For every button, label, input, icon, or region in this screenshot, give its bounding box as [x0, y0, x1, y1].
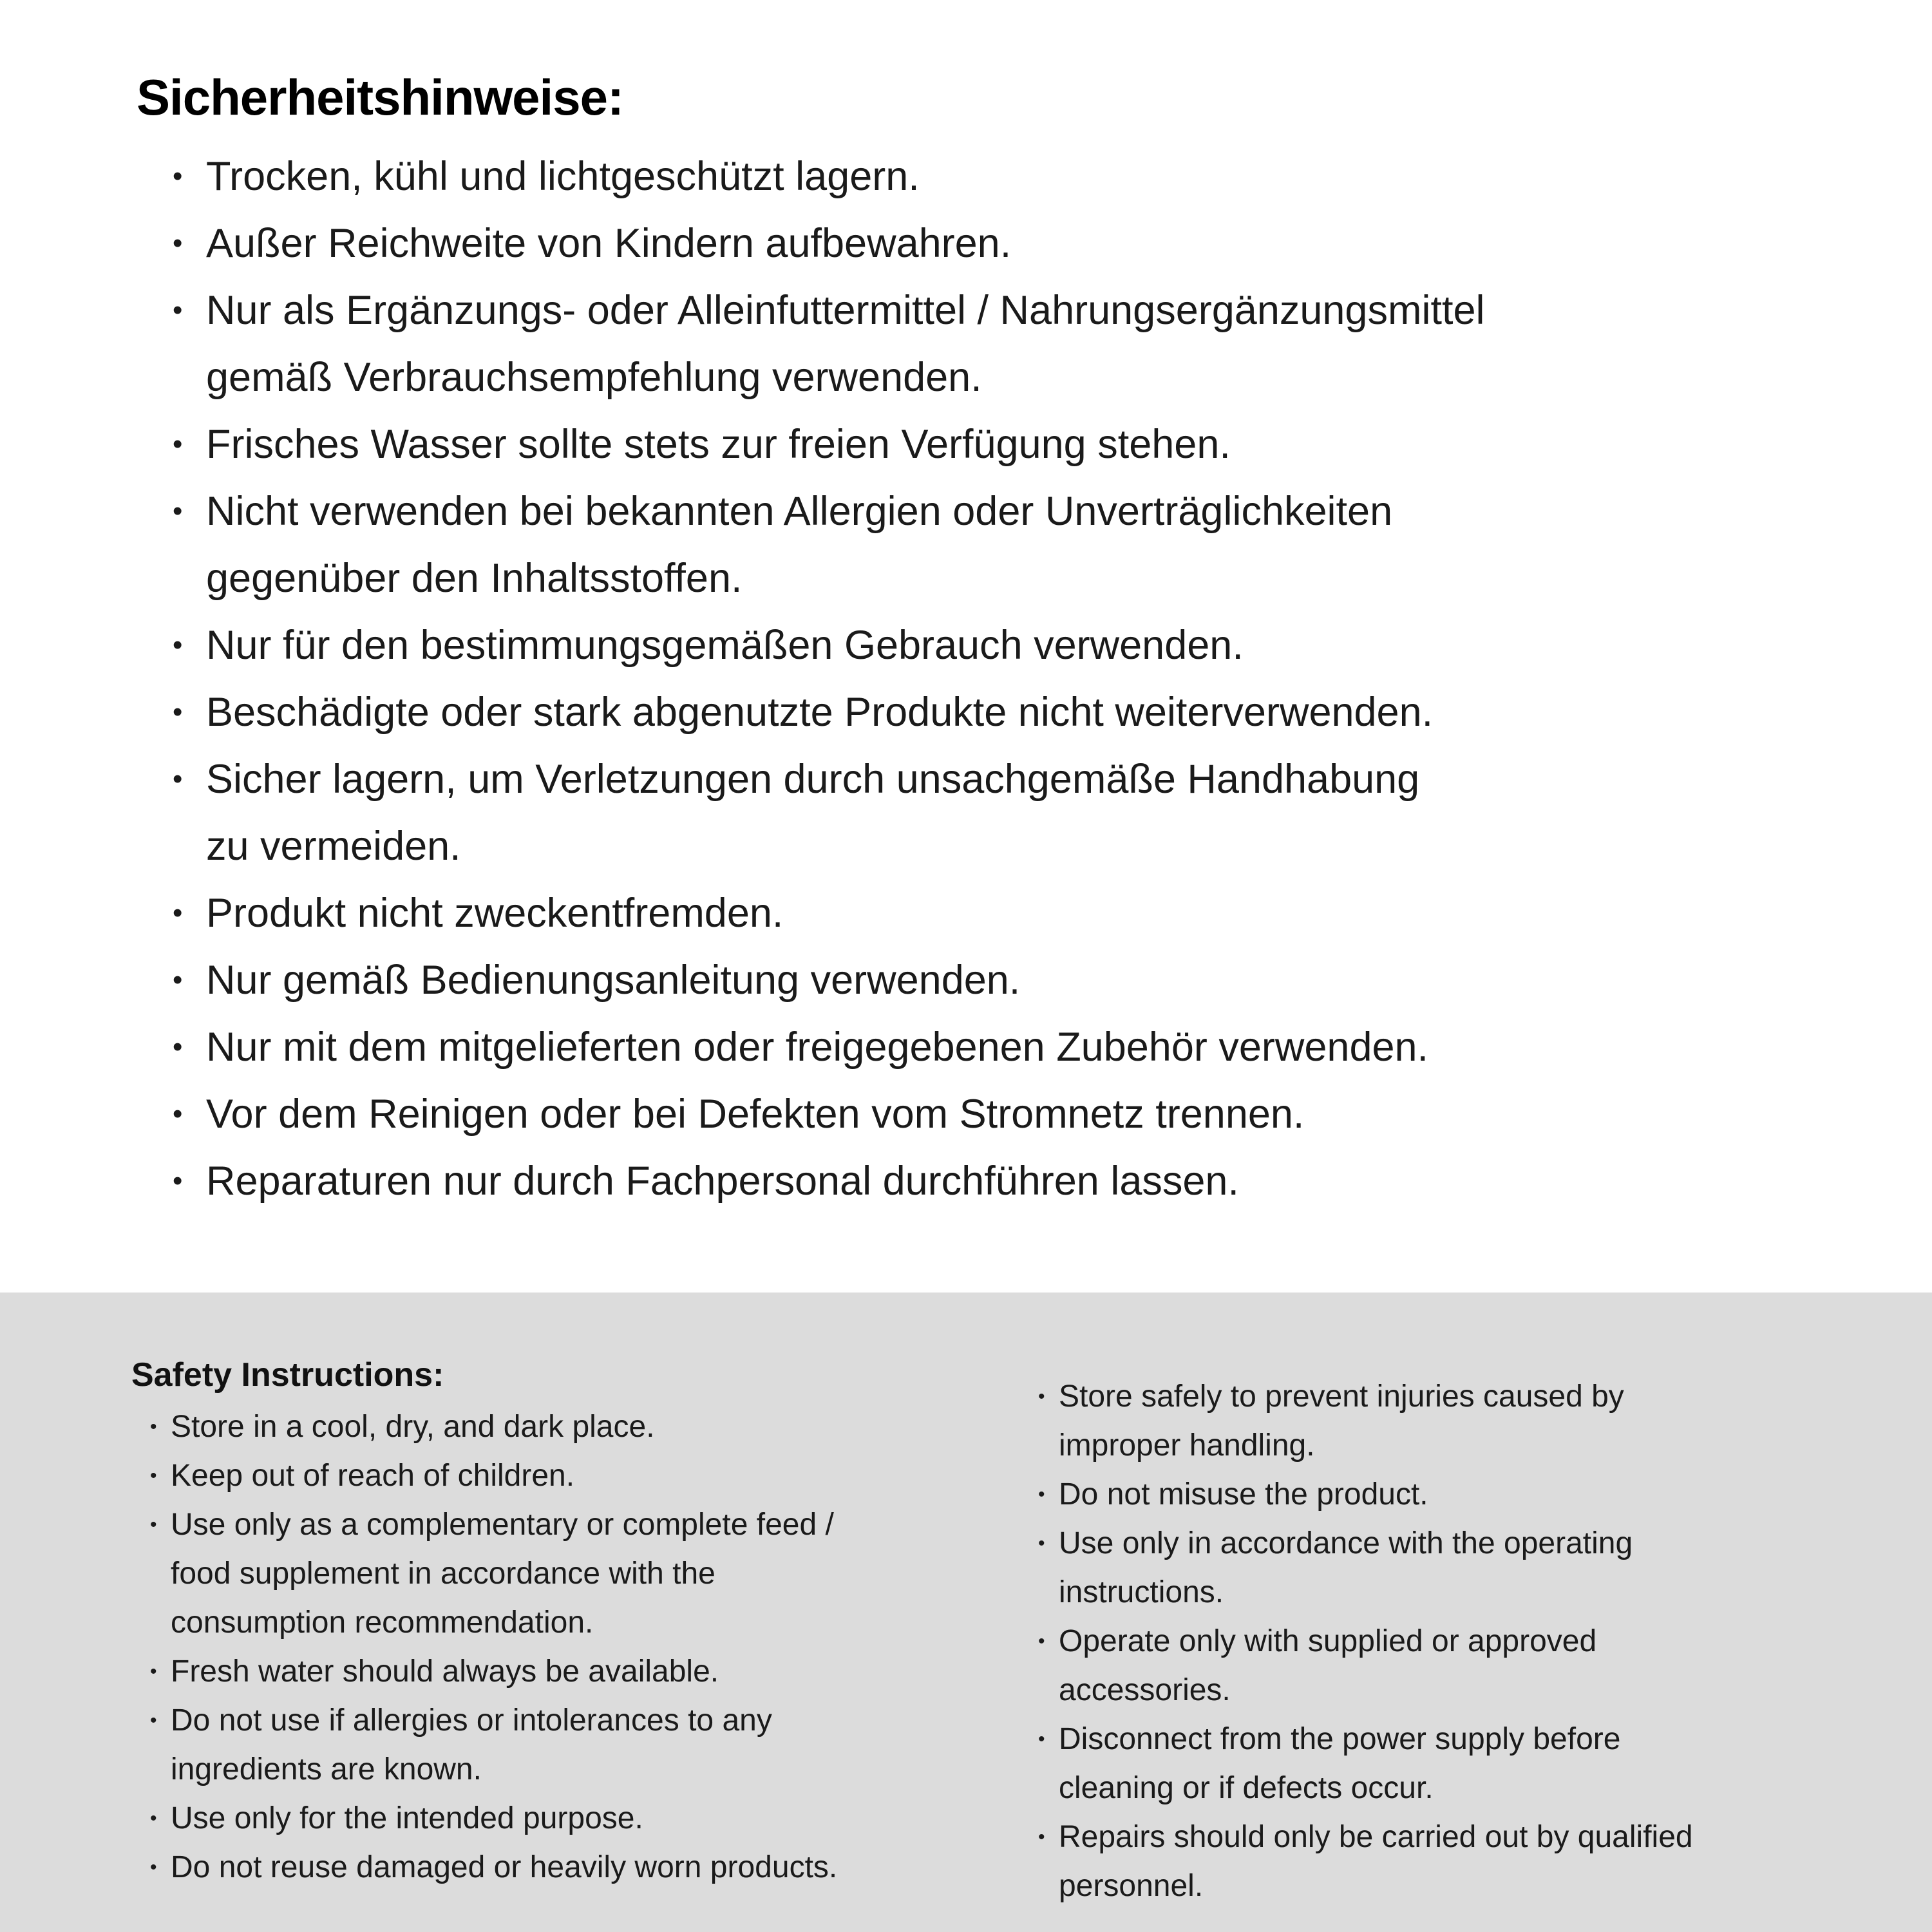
- list-item: [173, 1014, 1873, 1081]
- list-item: [150, 1843, 1032, 1892]
- list-item-text: Trocken, kühl und lichtgeschützt lagern.: [206, 154, 920, 199]
- bullet-icon: •: [1038, 1826, 1045, 1848]
- list-item: [150, 1403, 1032, 1452]
- list-item-text: Operate only with supplied or approved accessories.: [1059, 1624, 1597, 1707]
- list-item: [173, 143, 1873, 210]
- list-item: [173, 746, 1873, 880]
- list-item-text: Vor dem Reinigen oder bei Defekten vom Stromnetz trennen.: [206, 1092, 1305, 1137]
- bullet-icon: •: [173, 1031, 183, 1063]
- list-item: [1038, 1715, 1920, 1813]
- list-item: [173, 210, 1873, 277]
- bullet-icon: •: [1038, 1484, 1045, 1505]
- bullet-icon: •: [1038, 1728, 1045, 1750]
- bullet-icon: •: [173, 897, 183, 929]
- list-item-text: Use only for the intended purpose.: [171, 1801, 643, 1835]
- bullet-icon: •: [150, 1710, 157, 1731]
- list-item: [173, 478, 1873, 612]
- list-item: [1038, 1617, 1920, 1715]
- list-item: [173, 947, 1873, 1014]
- list-item: [173, 880, 1873, 947]
- bullet-icon: •: [1038, 1533, 1045, 1554]
- list-item: [173, 1148, 1873, 1215]
- list-item: [173, 679, 1873, 746]
- list-item-text: Do not reuse damaged or heavily worn products.: [171, 1850, 838, 1884]
- german-safety-list: [173, 143, 1873, 1215]
- list-item-text: Do not use if allergies or intolerances to any ingredients are known.: [171, 1703, 772, 1786]
- bullet-icon: •: [173, 160, 183, 192]
- list-item: [173, 277, 1873, 411]
- list-item-text: Sicher lagern, um Verletzungen durch unsachgemäße Handhabung zu vermeiden.: [206, 757, 1420, 869]
- bullet-icon: •: [173, 964, 183, 996]
- list-item: [1038, 1519, 1920, 1617]
- list-item-text: Store safely to prevent injuries caused by improper handling.: [1059, 1379, 1624, 1463]
- list-item: [150, 1647, 1032, 1696]
- bullet-icon: •: [1038, 1386, 1045, 1407]
- list-item-text: Nur gemäß Bedienungsanleitung verwenden.: [206, 958, 1021, 1003]
- list-item: [150, 1794, 1032, 1843]
- list-item: [1038, 1813, 1920, 1911]
- list-item: [173, 612, 1873, 679]
- list-item-text: Disconnect from the power supply before cleaning or if defects occur.: [1059, 1722, 1621, 1805]
- list-item-text: Nicht verwenden bei bekannten Allergien oder Unverträglichkeiten gegenüber den Inhaltsstoffen.: [206, 489, 1393, 601]
- bullet-icon: •: [173, 696, 183, 728]
- list-item-text: Reparaturen nur durch Fachpersonal durchführen lassen.: [206, 1159, 1239, 1204]
- list-item-text: Use only as a complementary or complete feed / food supplement in accordance with the consumption recommendation.: [171, 1508, 834, 1640]
- bullet-icon: •: [173, 294, 183, 326]
- bullet-icon: •: [173, 1165, 183, 1197]
- list-item-text: Do not misuse the product.: [1059, 1477, 1428, 1511]
- list-item-text: Fresh water should always be available.: [171, 1654, 719, 1689]
- bullet-icon: •: [1038, 1631, 1045, 1652]
- list-item-text: Use only in accordance with the operating instructions.: [1059, 1526, 1633, 1609]
- english-section-panel: [0, 1293, 1932, 1932]
- list-item-text: Nur mit dem mitgelieferten oder freigegebenen Zubehör verwenden.: [206, 1025, 1429, 1070]
- bullet-icon: •: [173, 763, 183, 795]
- list-item-text: Nur als Ergänzungs- oder Alleinfuttermittel / Nahrungsergänzungsmittel gemäß Verbrauchsempfehlung verwenden.: [206, 288, 1485, 400]
- english-safety-list-right: [1038, 1372, 1920, 1911]
- bullet-icon: •: [150, 1808, 157, 1829]
- list-item-text: Nur für den bestimmungsgemäßen Gebrauch verwenden.: [206, 623, 1244, 668]
- list-item-text: Außer Reichweite von Kindern aufbewahren.: [206, 221, 1012, 266]
- list-item-text: Produkt nicht zweckentfremden.: [206, 891, 784, 936]
- list-item-text: Keep out of reach of children.: [171, 1459, 575, 1493]
- bullet-icon: •: [150, 1661, 157, 1682]
- list-item: [173, 411, 1873, 478]
- list-item-text: Repairs should only be carried out by qualified personnel.: [1059, 1820, 1693, 1903]
- english-title: Safety Instructions:: [131, 1356, 444, 1394]
- bullet-icon: •: [173, 227, 183, 259]
- english-safety-list-left: [150, 1403, 1032, 1892]
- list-item: [150, 1452, 1032, 1501]
- bullet-icon: •: [150, 1514, 157, 1535]
- list-item-text: Frisches Wasser sollte stets zur freien Verfügung stehen.: [206, 422, 1231, 467]
- bullet-icon: •: [150, 1857, 157, 1878]
- list-item-text: Beschädigte oder stark abgenutzte Produkte nicht weiterverwenden.: [206, 690, 1434, 735]
- list-item-text: Store in a cool, dry, and dark place.: [171, 1410, 655, 1444]
- bullet-icon: •: [150, 1416, 157, 1437]
- bullet-icon: •: [173, 629, 183, 661]
- bullet-icon: •: [173, 1098, 183, 1130]
- list-item: [1038, 1372, 1920, 1470]
- bullet-icon: •: [150, 1465, 157, 1486]
- list-item: [150, 1501, 1032, 1647]
- list-item: [150, 1696, 1032, 1794]
- bullet-icon: •: [173, 428, 183, 460]
- list-item: [173, 1081, 1873, 1148]
- bullet-icon: •: [173, 495, 183, 527]
- list-item: [1038, 1470, 1920, 1519]
- german-title: Sicherheitshinweise:: [137, 69, 623, 126]
